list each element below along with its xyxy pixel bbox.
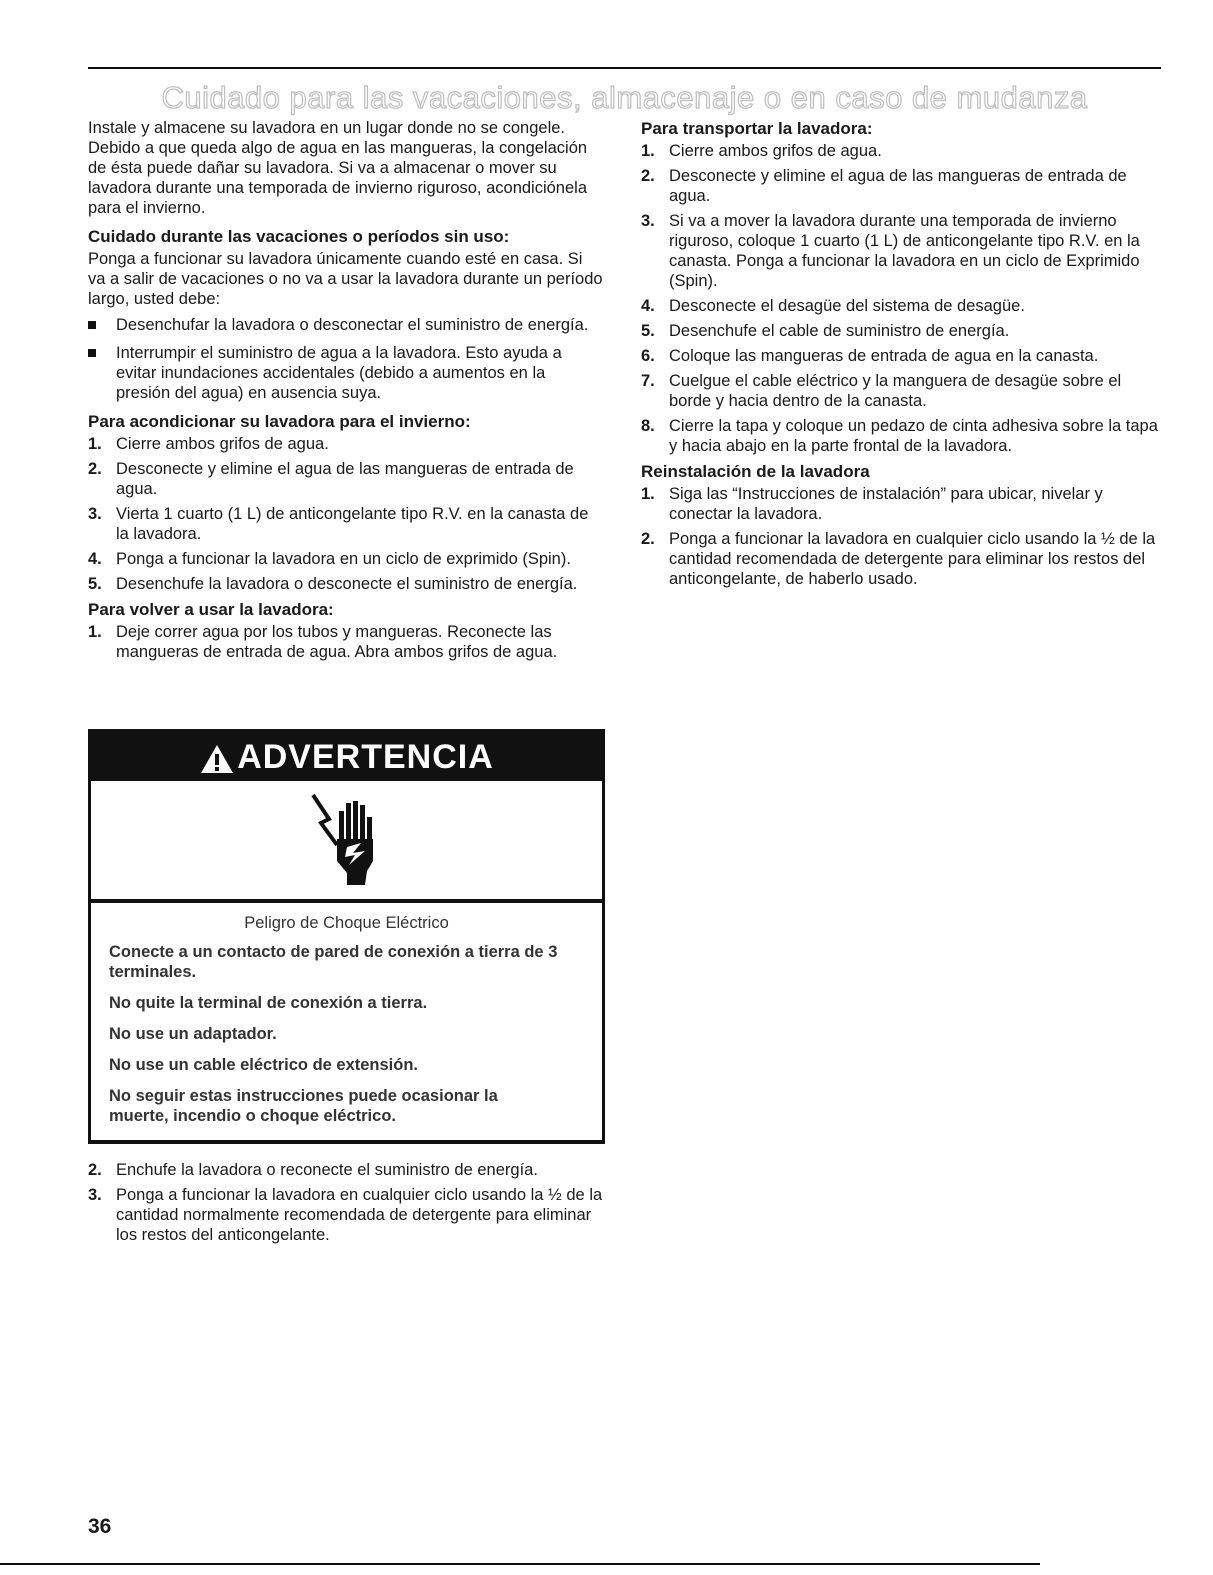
list-item: 1. Deje correr agua por los tubos y mangueras. Reconecte las mangueras de entrada de agua. Abra ambos grifos de agua. [88, 623, 558, 661]
warning-line: No use un cable eléctrico de extensión. [109, 1056, 419, 1074]
list-item: 2. Ponga a funcionar la lavadora en cualquier ciclo usando la ½ de la cantidad recomendada de detergente para eliminar los restos del anticongelante, de haberlo usado. [641, 530, 1156, 588]
list-item: 3. Vierta 1 cuarto (1 L) de anticongelante tipo R.V. en la canasta de la lavadora. [88, 505, 589, 543]
electric-shock-hand-icon [307, 789, 387, 889]
warning-header [88, 729, 605, 779]
list-item: 6. Coloque las mangueras de entrada de agua en la canasta. [641, 347, 1099, 365]
warning-icon-box [91, 781, 602, 899]
left-column [88, 118, 603, 667]
right-column [641, 118, 1163, 594]
list-item: 1. Siga las “Instrucciones de instalación” para ubicar, nivelar y conectar la lavadora. [641, 485, 1103, 523]
list-item: 5. Desenchufe el cable de suministro de energía. [641, 322, 1010, 340]
list-item: 3. Ponga a funcionar la lavadora en cualquier ciclo usando la ½ de la cantidad normalmente recomendada de detergente para eliminar los restos del anticongelante. [88, 1186, 603, 1244]
warning-text-box [91, 903, 602, 1140]
top-rule [88, 67, 1161, 69]
list-item: 2. Enchufe la lavadora o reconecte el suministro de energía. [88, 1161, 538, 1179]
list-item: 4. Desconecte el desagüe del sistema de desagüe. [641, 297, 1025, 315]
list-item: 1. Cierre ambos grifos de agua. [88, 435, 329, 453]
reuse-heading: Para volver a usar la lavadora: [88, 600, 334, 619]
list-item: Interrumpir el suministro de agua a la lavadora. Esto ayuda a evitar inundaciones accidentales (debido a aumentos en la presión del agua) en ausencia suya. [88, 343, 603, 403]
list-item: 1. Cierre ambos grifos de agua. [641, 142, 882, 160]
list-item: 4. Ponga a funcionar la lavadora en un ciclo de exprimido (Spin). [88, 550, 571, 568]
list-item: 2. Desconecte y elimine el agua de las mangueras de entrada de agua. [88, 460, 574, 498]
page-title: Cuidado para las vacaciones, almacenaje o en caso de mudanza [161, 80, 1088, 115]
winter-steps [88, 434, 603, 594]
winter-heading: Para acondicionar su lavadora para el invierno: [88, 412, 471, 431]
warning-line: No quite la terminal de conexión a tierra. [109, 994, 428, 1012]
vacation-paragraph: Ponga a funcionar su lavadora únicamente cuando esté en casa. Si va a salir de vacaciones o no va a usar la lavadora durante un período largo, usted debe: [88, 250, 603, 308]
list-item: 8. Cierre la tapa y coloque un pedazo de cinta adhesiva sobre la tapa y hacia abajo en la parte frontal de la lavadora. [641, 417, 1158, 455]
after-warning-steps [88, 1160, 603, 1250]
list-item: Desenchufar la lavadora o desconectar el suministro de energía. [88, 315, 603, 335]
square-bullet-icon [88, 349, 96, 357]
reuse-steps-before [88, 622, 603, 662]
warning-triangle-icon [199, 743, 235, 775]
bottom-rule [0, 1563, 1040, 1565]
warning-line: No seguir estas instrucciones puede ocasionar la muerte, incendio o choque eléctrico. [109, 1087, 498, 1125]
reinstall-heading: Reinstalación de la lavadora [641, 462, 870, 481]
transport-steps [641, 141, 1163, 456]
warning-line: Conecte a un contacto de pared de conexión a tierra de 3 terminales. [109, 943, 558, 981]
vacation-bullet-list [88, 315, 603, 403]
warning-header-label: ADVERTENCIA [237, 738, 494, 776]
warning-title: Peligro de Choque Eléctrico [244, 914, 449, 932]
warning-box [88, 729, 605, 1144]
transport-heading: Para transportar la lavadora: [641, 119, 873, 138]
list-item: 3. Si va a mover la lavadora durante una temporada de invierno riguroso, coloque 1 cuarto (1 L) de anticongelante tipo R.V. en la canasta. Ponga a funcionar la lavadora en un ciclo de Exprimido (Spin). [641, 212, 1140, 290]
reinstall-steps [641, 484, 1163, 589]
vacation-heading: Cuidado durante las vacaciones o períodos sin uso: [88, 227, 510, 246]
list-item: 5. Desenchufe la lavadora o desconecte el suministro de energía. [88, 575, 578, 593]
warning-line: No use un adaptador. [109, 1025, 277, 1043]
page-number: 36 [88, 1515, 112, 1538]
intro-paragraph: Instale y almacene su lavadora en un lugar donde no se congele. Debido a que queda algo de agua en las mangueras, la congelación de ésta puede dañar su lavadora. Si va a almacenar o mover su lavadora durante una temporada de invierno riguroso, acondiciónela para el invierno. [88, 119, 588, 217]
list-item: 7. Cuelgue el cable eléctrico y la manguera de desagüe sobre el borde y hacia dentro de la canasta. [641, 372, 1122, 410]
square-bullet-icon [88, 321, 96, 329]
list-item: 2. Desconecte y elimine el agua de las mangueras de entrada de agua. [641, 167, 1127, 205]
